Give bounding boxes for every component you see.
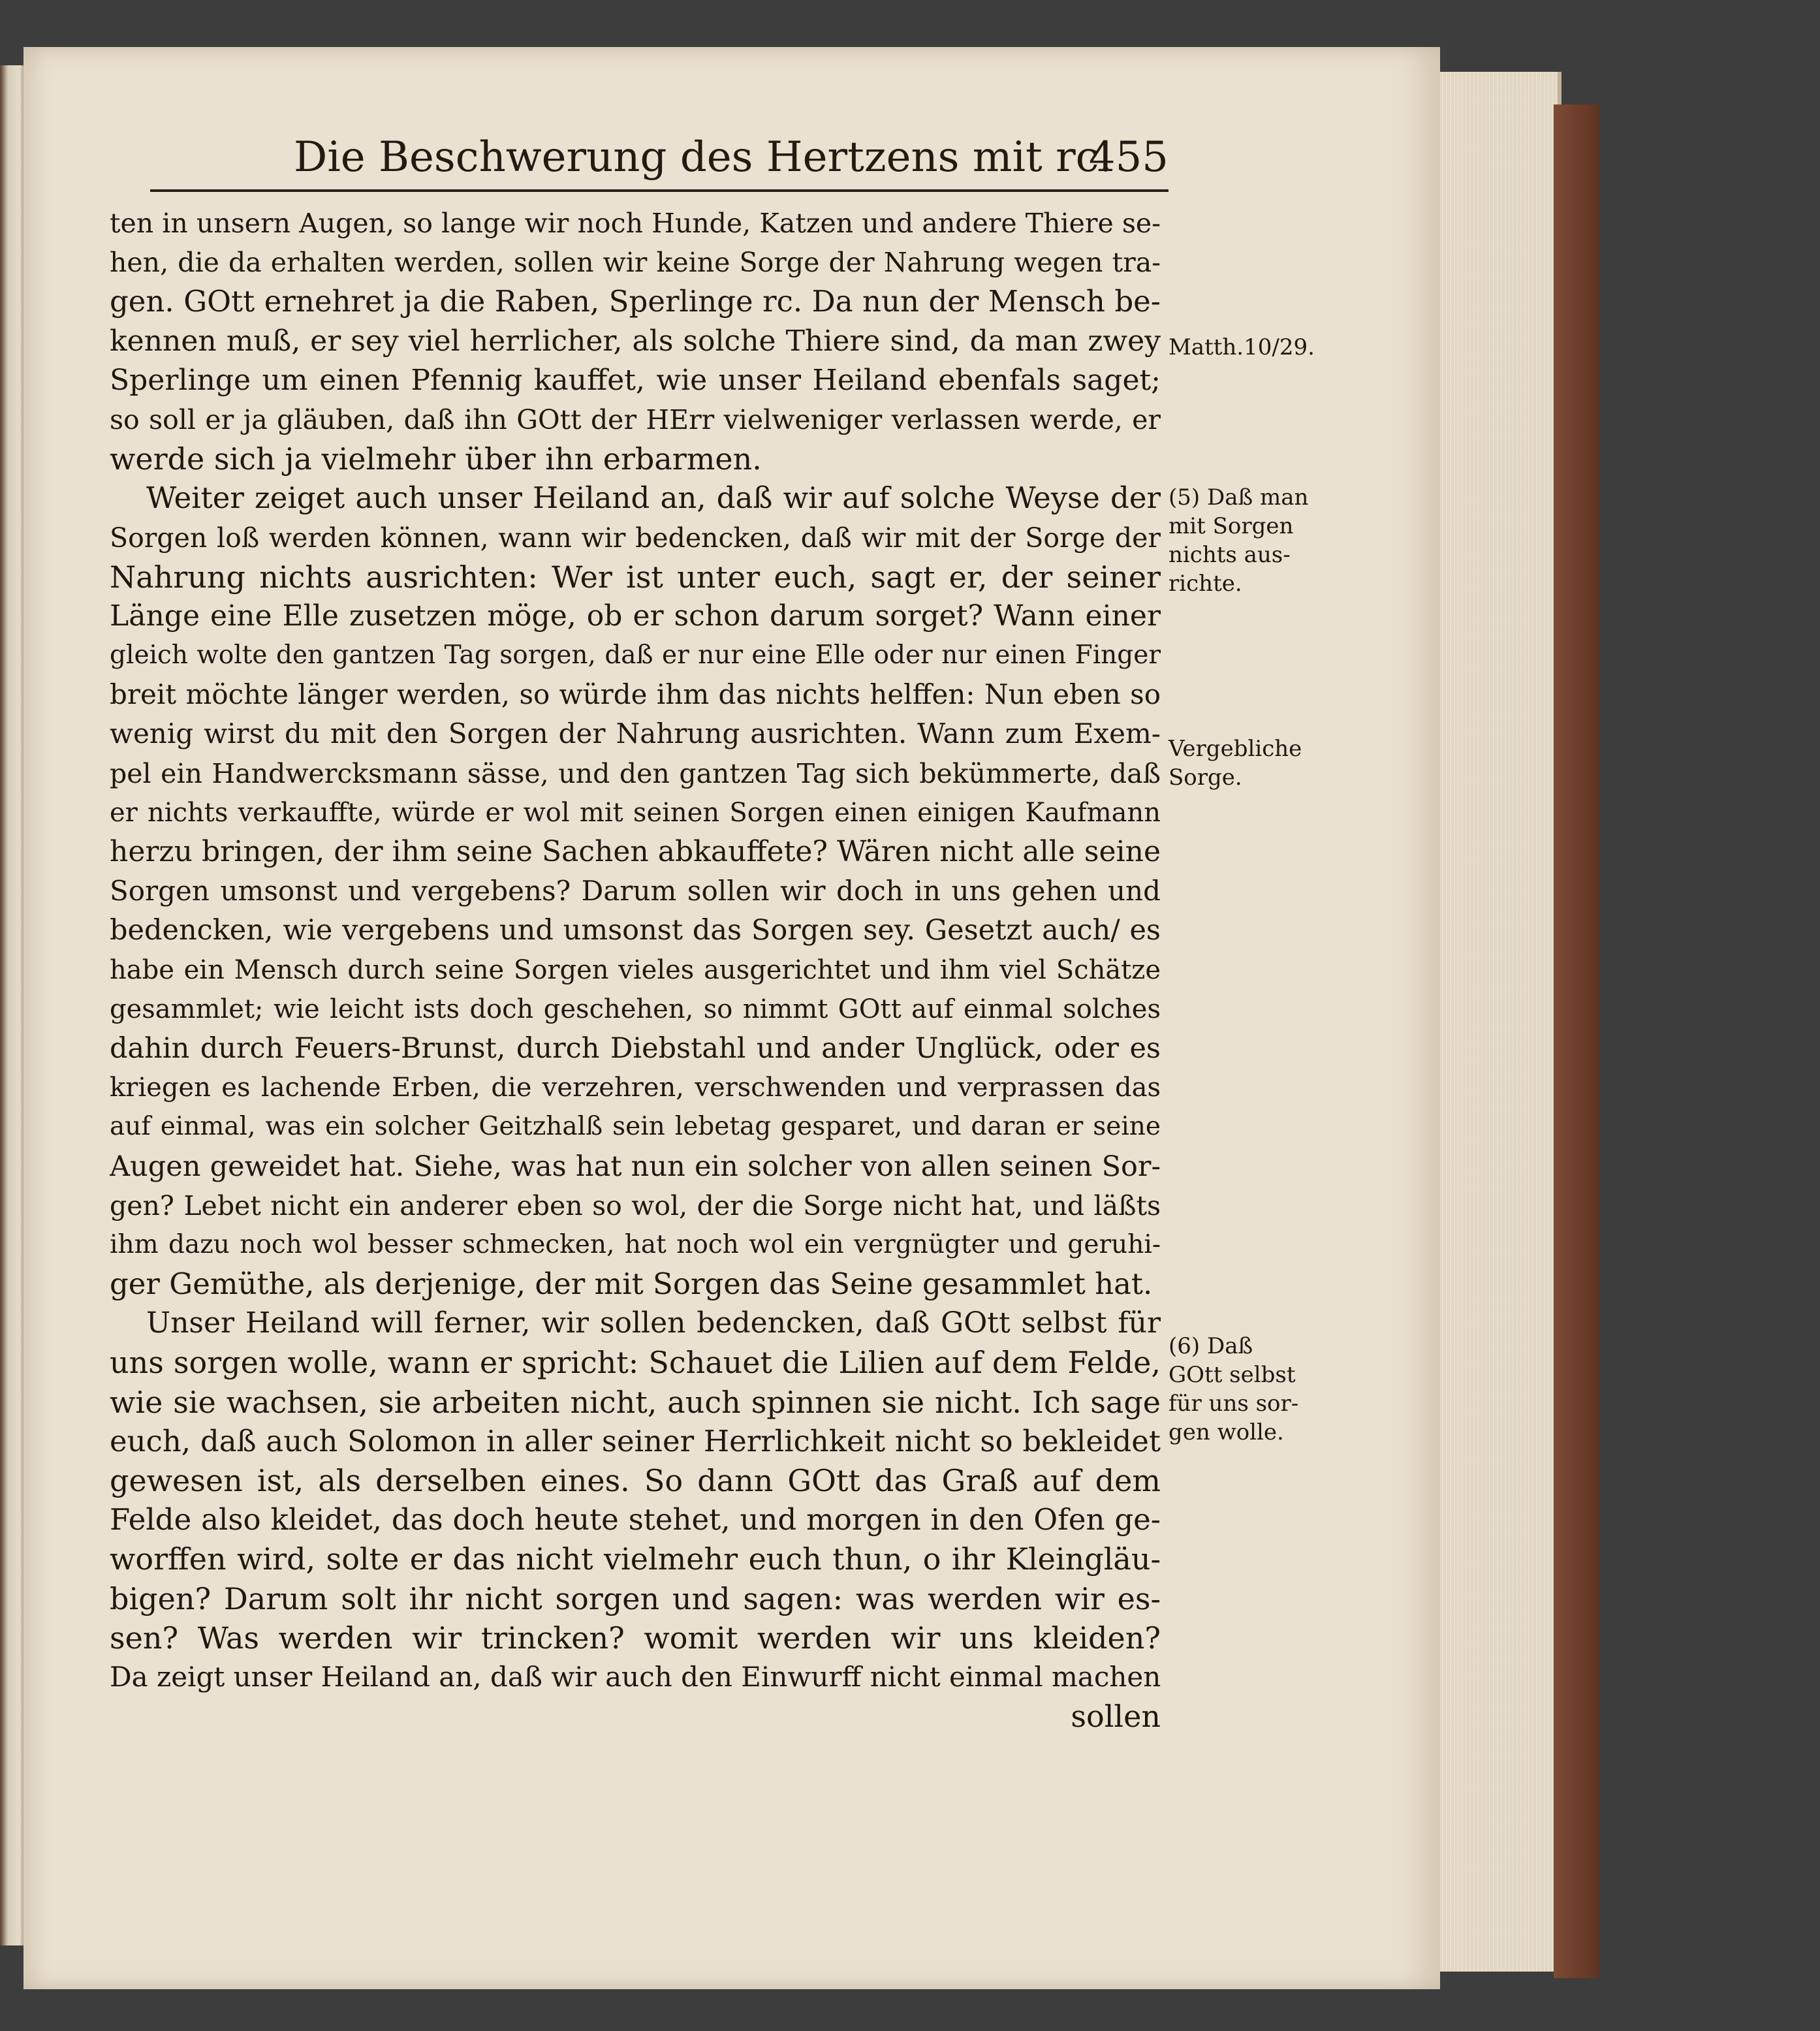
margin-note-line: nichts aus- bbox=[1169, 542, 1291, 568]
text-line: auf einmal, was ein solcher Geitzhalß sein lebetag gesparet, und daran er seine bbox=[110, 1112, 1161, 1142]
text-line: euch, daß auch Solomon in aller seiner Herrlichkeit nicht so bekleidet bbox=[110, 1423, 1161, 1458]
margin-note-line: gen wolle. bbox=[1169, 1419, 1284, 1445]
text-line: bigen? Darum solt ihr nicht sorgen und sagen: was werden wir es- bbox=[110, 1581, 1161, 1616]
margin-note-vergebliche bbox=[1169, 734, 1332, 792]
body-text bbox=[110, 204, 1161, 1736]
text-line: gen? Lebet nicht ein anderer eben so wol, der die Sorge nicht hat, und läßts bbox=[110, 1189, 1161, 1221]
text-line: kennen muß, er sey viel herrlicher, als solche Thiere sind, da man zwey bbox=[110, 324, 1161, 358]
text-line: pel ein Handwercksmann sässe, und den gantzen Tag sich bekümmerte, daß bbox=[110, 757, 1161, 789]
margin-note-5 bbox=[1169, 483, 1332, 598]
text-line: ten in unsern Augen, so lange wir noch Hunde, Katzen und andere Thiere se- bbox=[110, 208, 1161, 239]
text-line: Nahrung nichts ausrichten: Wer ist unter euch, sagt er, der seiner bbox=[110, 559, 1161, 595]
text-line: Augen geweidet hat. Siehe, was hat nun ein solcher von allen seinen Sor- bbox=[110, 1150, 1161, 1183]
text-line: wenig wirst du mit den Sorgen der Nahrung ausrichten. Wann zum Exem- bbox=[110, 717, 1161, 750]
text-line: bedencken, wie vergebens und umsonst das Sorgen sey. Gesetzt auch/ es bbox=[110, 914, 1161, 947]
margin-note-line: (5) Daß man bbox=[1169, 484, 1309, 511]
text-line: ger Gemüthe, als derjenige, der mit Sorgen das Seine gesammlet hat. bbox=[110, 1267, 1153, 1302]
margin-note-line: für uns sor- bbox=[1169, 1391, 1299, 1417]
margin-note-line: Sorge. bbox=[1169, 764, 1242, 791]
text-line: Unser Heiland will ferner, wir sollen bedencken, daß GOtt selbst für bbox=[146, 1306, 1161, 1340]
text-line: Felde also kleidet, das doch heute stehet, und morgen in den Ofen ge- bbox=[110, 1502, 1161, 1537]
text-line: gleich wolte den gantzen Tag sorgen, daß er nur eine Elle oder nur einen Finger bbox=[110, 640, 1161, 670]
text-line: Sperlinge um einen Pfennig kauffet, wie unser Heiland ebenfals saget; bbox=[110, 363, 1161, 397]
margin-note-line: GOtt selbst bbox=[1169, 1362, 1296, 1388]
text-line: kriegen es lachende Erben, die verzehren, verschwenden und verprassen das bbox=[110, 1073, 1161, 1103]
margin-note-scripture bbox=[1169, 333, 1332, 362]
text-line: dahin durch Feuers-Brunst, durch Diebstahl und ander Unglück, oder es bbox=[110, 1031, 1161, 1065]
text-line: Weiter zeiget auch unser Heiland an, daß wir auf solche Weyse der bbox=[146, 480, 1161, 516]
text-line: gesammlet; wie leicht ists doch geschehen, so nimmt GOtt auf einmal solches bbox=[110, 994, 1161, 1024]
previous-page-edge bbox=[0, 65, 24, 1945]
running-title: Die Beschwerung des Hertzens mit rc. bbox=[294, 133, 1112, 181]
catchword: sollen bbox=[1071, 1699, 1161, 1735]
text-line: uns sorgen wolle, wann er spricht: Schauet die Lilien auf dem Felde, bbox=[110, 1345, 1161, 1381]
text-line: wie sie wachsen, sie arbeiten nicht, auch spinnen sie nicht. Ich sage bbox=[110, 1384, 1161, 1420]
page-number: 455 bbox=[1088, 133, 1169, 181]
margin-note-6 bbox=[1169, 1332, 1332, 1447]
text-line: herzu bringen, der ihm seine Sachen abkauffete? Wären nicht alle seine bbox=[110, 835, 1161, 868]
text-line: habe ein Mensch durch seine Sorgen vieles ausgerichtet und ihm viel Schätze bbox=[110, 954, 1161, 985]
margin-note-line: Vergebliche bbox=[1169, 736, 1302, 762]
text-line: gewesen ist, als derselben eines. So dann GOtt das Graß auf dem bbox=[110, 1463, 1161, 1498]
text-line: ihm dazu noch wol besser schmecken, hat noch wol ein vergnügter und geruhi- bbox=[110, 1229, 1161, 1259]
text-line: sen? Was werden wir trincken? womit werden wir uns kleiden? bbox=[110, 1620, 1161, 1656]
text-line: hen, die da erhalten werden, sollen wir keine Sorge der Nahrung wegen tra- bbox=[110, 247, 1161, 279]
text-line: werde sich ja vielmehr über ihn erbarmen. bbox=[110, 441, 762, 477]
text-line: gen. GOtt ernehret ja die Raben, Sperlinge rc. Da nun der Mensch be- bbox=[110, 284, 1161, 319]
text-line: Länge eine Elle zusetzen möge, ob er schon darum sorget? Wann einer bbox=[110, 599, 1161, 633]
margin-note-line: mit Sorgen bbox=[1169, 513, 1294, 539]
margin-note-line: richte. bbox=[1169, 571, 1242, 597]
text-line: breit möchte länger werden, so würde ihm das nichts helffen: Nun eben so bbox=[110, 678, 1161, 711]
text-line: so soll er ja gläuben, daß ihn GOtt der HErr vielweniger verlassen werde, er bbox=[110, 403, 1161, 435]
text-line: Da zeigt unser Heiland an, daß wir auch den Einwurff nicht einmal machen bbox=[110, 1660, 1161, 1693]
text-line: er nichts verkauffte, würde er wol mit seinen Sorgen einen einigen Kaufmann bbox=[110, 797, 1161, 828]
text-line: Sorgen loß werden können, wann wir bedencken, daß wir mit der Sorge der bbox=[110, 522, 1161, 554]
book-cover-edge bbox=[1554, 104, 1599, 1978]
page-fore-edge bbox=[1440, 72, 1558, 1972]
text-line: worffen wird, solte er das nicht vielmehr euch thun, o ihr Kleingläu- bbox=[110, 1541, 1161, 1577]
text-line: Sorgen umsonst und vergebens? Darum sollen wir doch in uns gehen und bbox=[110, 875, 1161, 907]
margin-note-line: Matth.10/29. bbox=[1169, 334, 1315, 360]
margin-note-line: (6) Daß bbox=[1169, 1333, 1253, 1359]
page-header bbox=[150, 131, 1169, 192]
